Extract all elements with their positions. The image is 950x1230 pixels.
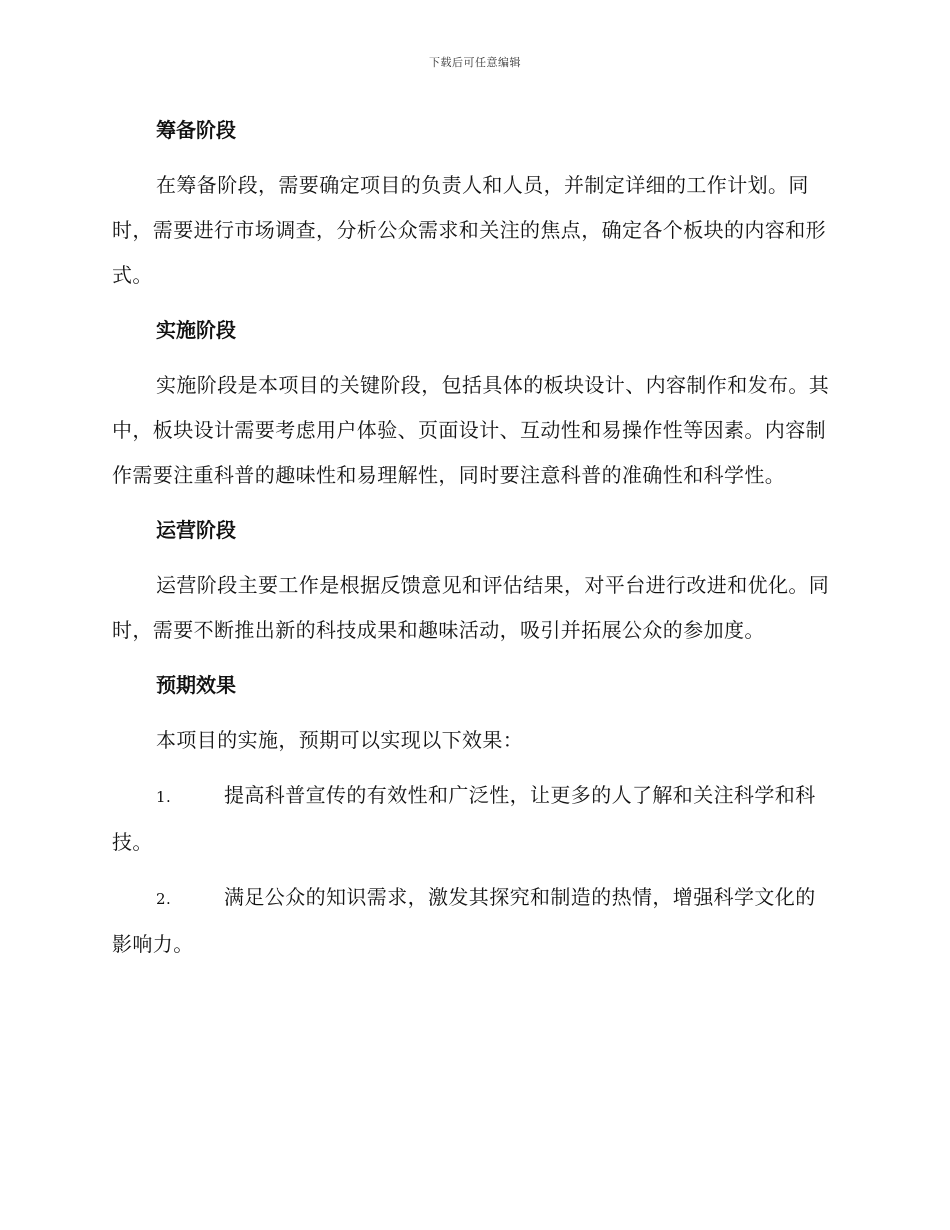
list-item-text: 提高科普宣传的有效性和广泛性，让更多的人了解和关注科学和科技。 [112, 783, 816, 854]
section-heading: 筹备阶段 [156, 118, 236, 142]
document-body [112, 108, 834, 977]
list-item-text: 满足公众的知识需求，激发其探究和制造的热情，增强科学文化的影响力。 [112, 885, 816, 956]
section-heading: 预期效果 [156, 673, 236, 697]
list-item [112, 875, 834, 967]
list-item-number: 1. [156, 788, 172, 806]
section-paragraph: 在筹备阶段，需要确定项目的负责人和人员，并制定详细的工作计划。同时，需要进行市场调查，分析公众需求和关注的焦点，确定各个板块的内容和形式。 [112, 173, 826, 287]
section-heading: 运营阶段 [156, 518, 236, 542]
section-heading: 实施阶段 [156, 318, 236, 342]
list-item-number: 2. [156, 890, 172, 908]
list-item [112, 773, 834, 865]
page-header-note: 下载后可任意编辑 [429, 56, 521, 69]
section-paragraph: 实施阶段是本项目的关键阶段，包括具体的板块设计、内容制作和发布。其中，板块设计需要考虑用户体验、页面设计、互动性和易操作性等因素。内容制作需要注重科普的趣味性和易理解性，同时要注意科普的准确性和科学性。 [112, 373, 830, 487]
section-paragraph: 运营阶段主要工作是根据反馈意见和评估结果，对平台进行改进和优化。同时，需要不断推出新的科技成果和趣味活动，吸引并拓展公众的参加度。 [112, 573, 830, 642]
section-paragraph: 本项目的实施，预期可以实现以下效果： [156, 728, 524, 752]
